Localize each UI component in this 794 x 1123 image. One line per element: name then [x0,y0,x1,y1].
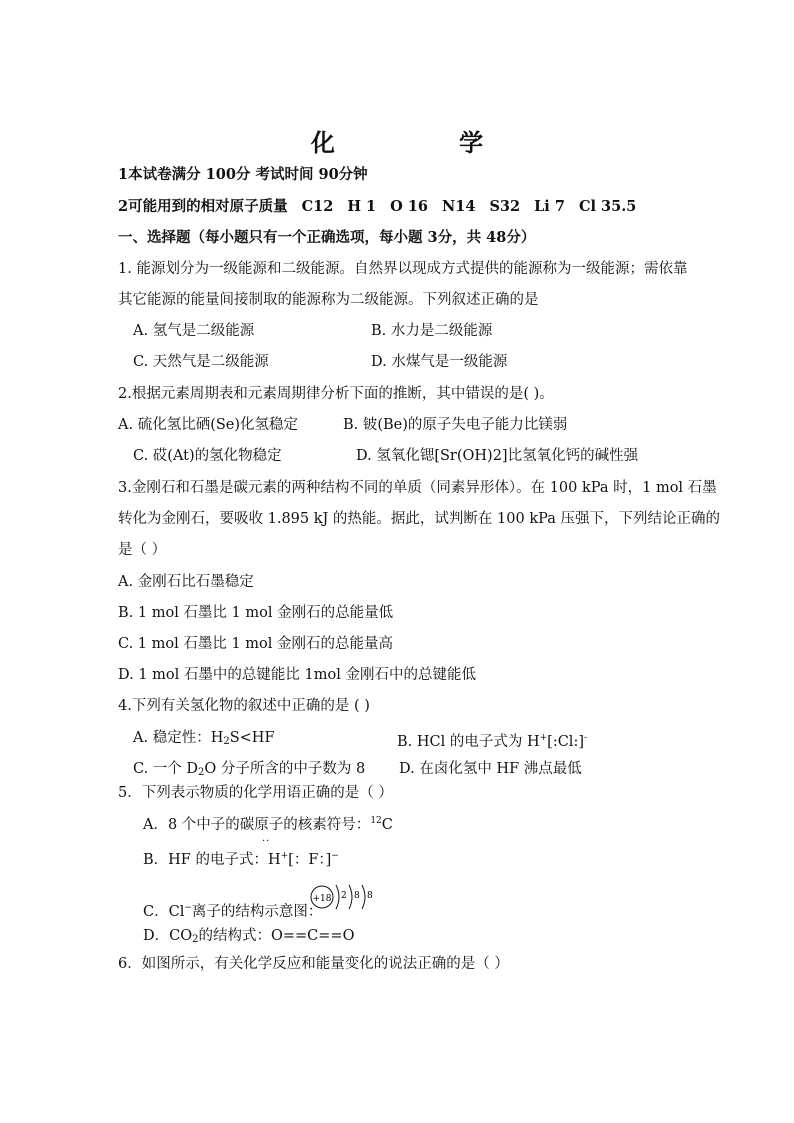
q5-option-a: A．8 个中子的碳原子的核素符号：$^{12}$C [143,816,393,833]
shell-3-electrons: 8 [367,891,373,901]
q3-option-b: B. 1 mol 石墨比 1 mol 金刚石的总能量低 [118,605,394,621]
q5-option-b: B．HF 的电子式：H+[：F：]− [143,851,339,868]
exam-note-2 [118,198,636,216]
fluorine-lone-pair-dots: ·· [262,836,271,847]
q1-option-c: C. 天然气是二级能源 [133,354,269,370]
q1-stem-line-1: 1. 能源划分为一级能源和二级能源。自然界以现成方式提供的能源称为一级能源；需依靠 [118,261,688,277]
q5-option-d: D．$CO_2$的结构式：O==C==O [143,928,355,945]
atomic-mass-o: O 16 [390,198,429,215]
q4-option-b: B. HCl 的电子式为 H+[:Cl:]- [397,733,588,750]
q2-option-b: B. 铍(Be)的原子失电子能力比镁弱 [343,417,568,433]
shell-2-electrons: 8 [354,891,360,901]
q3-option-a: A. 金刚石比石墨稳定 [118,574,254,590]
atomic-mass-n: N14 [442,198,476,215]
q1-option-a: A. 氢气是二级能源 [133,323,255,339]
q1-option-d: D. 水煤气是一级能源 [371,354,508,370]
q4-stem: 4.下列有关氢化物的叙述中正确的是 ( ) [118,698,370,714]
q3-option-d: D. 1 mol 石墨中的总键能比 1mol 金刚石中的总键能低 [118,667,476,683]
q1-stem-line-2: 其它能源的能量间接制取的能源称为二级能源。下列叙述正确的是 [118,292,539,308]
q1-option-b: B. 水力是二级能源 [371,323,493,339]
q3-stem-line-1: 3.金刚石和石墨是碳元素的两种结构不同的单质（同素异形体）。在 100 kPa 时，1 mol 石墨 [118,480,717,496]
q4-option-a: A. 稳定性：$H_2S<HF$ [133,730,275,747]
atomic-mass-cl: Cl 35.5 [578,198,637,215]
q5-stem: 5．下列表示物质的化学用语正确的是（ ） [118,785,393,801]
q2-option-c: C. 砹(At)的氢化物稳定 [133,448,282,464]
q3-stem-line-3: 是（ ） [118,542,167,558]
chloride-ion-structure-diagram [309,881,379,913]
q3-option-c: C. 1 mol 石墨比 1 mol 金刚石的总能量高 [118,636,394,652]
exam-note-1: 1本试卷满分 100分 考试时间 90分钟 [118,166,368,183]
q5-option-c: C．Cl−离子的结构示意图： [143,903,323,920]
section-heading: 一、选择题（每小题只有一个正确选项，每小题 3分，共 48分） [118,229,536,246]
shell-1-electrons: 2 [341,891,347,901]
atomic-mass-li: Li 7 [534,198,565,215]
q2-option-d: D. 氢氧化锶[Sr(OH)2]比氢氧化钙的碱性强 [356,448,639,464]
atomic-mass-s: S32 [489,198,521,215]
q4-option-d: D. 在卤化氢中 HF 沸点最低 [399,761,582,777]
q2-option-a: A. 硫化氢比硒(Se)化氢稳定 [118,417,299,433]
q2-stem: 2.根据元素周期表和元素周期律分析下面的推断，其中错误的是( )。 [118,386,554,402]
page-title: 化 学 [310,128,542,157]
q4-option-c: C. 一个 $D_2O$ 分子所含的中子数为 8 [133,761,366,778]
atomic-mass-c: C12 [301,198,334,215]
q3-stem-line-2: 转化为金刚石，要吸收 1.895 kJ 的热能。据此，试判断在 100 kPa 压强下，下列结论正确的 [118,511,720,527]
atomic-mass-h: H 1 [347,198,377,215]
nucleus-charge: +18 [312,894,332,904]
atomic-mass-label: 2可能用到的相对原子质量 [118,198,288,215]
q6-stem: 6．如图所示，有关化学反应和能量变化的说法正确的是（ ） [118,956,509,972]
